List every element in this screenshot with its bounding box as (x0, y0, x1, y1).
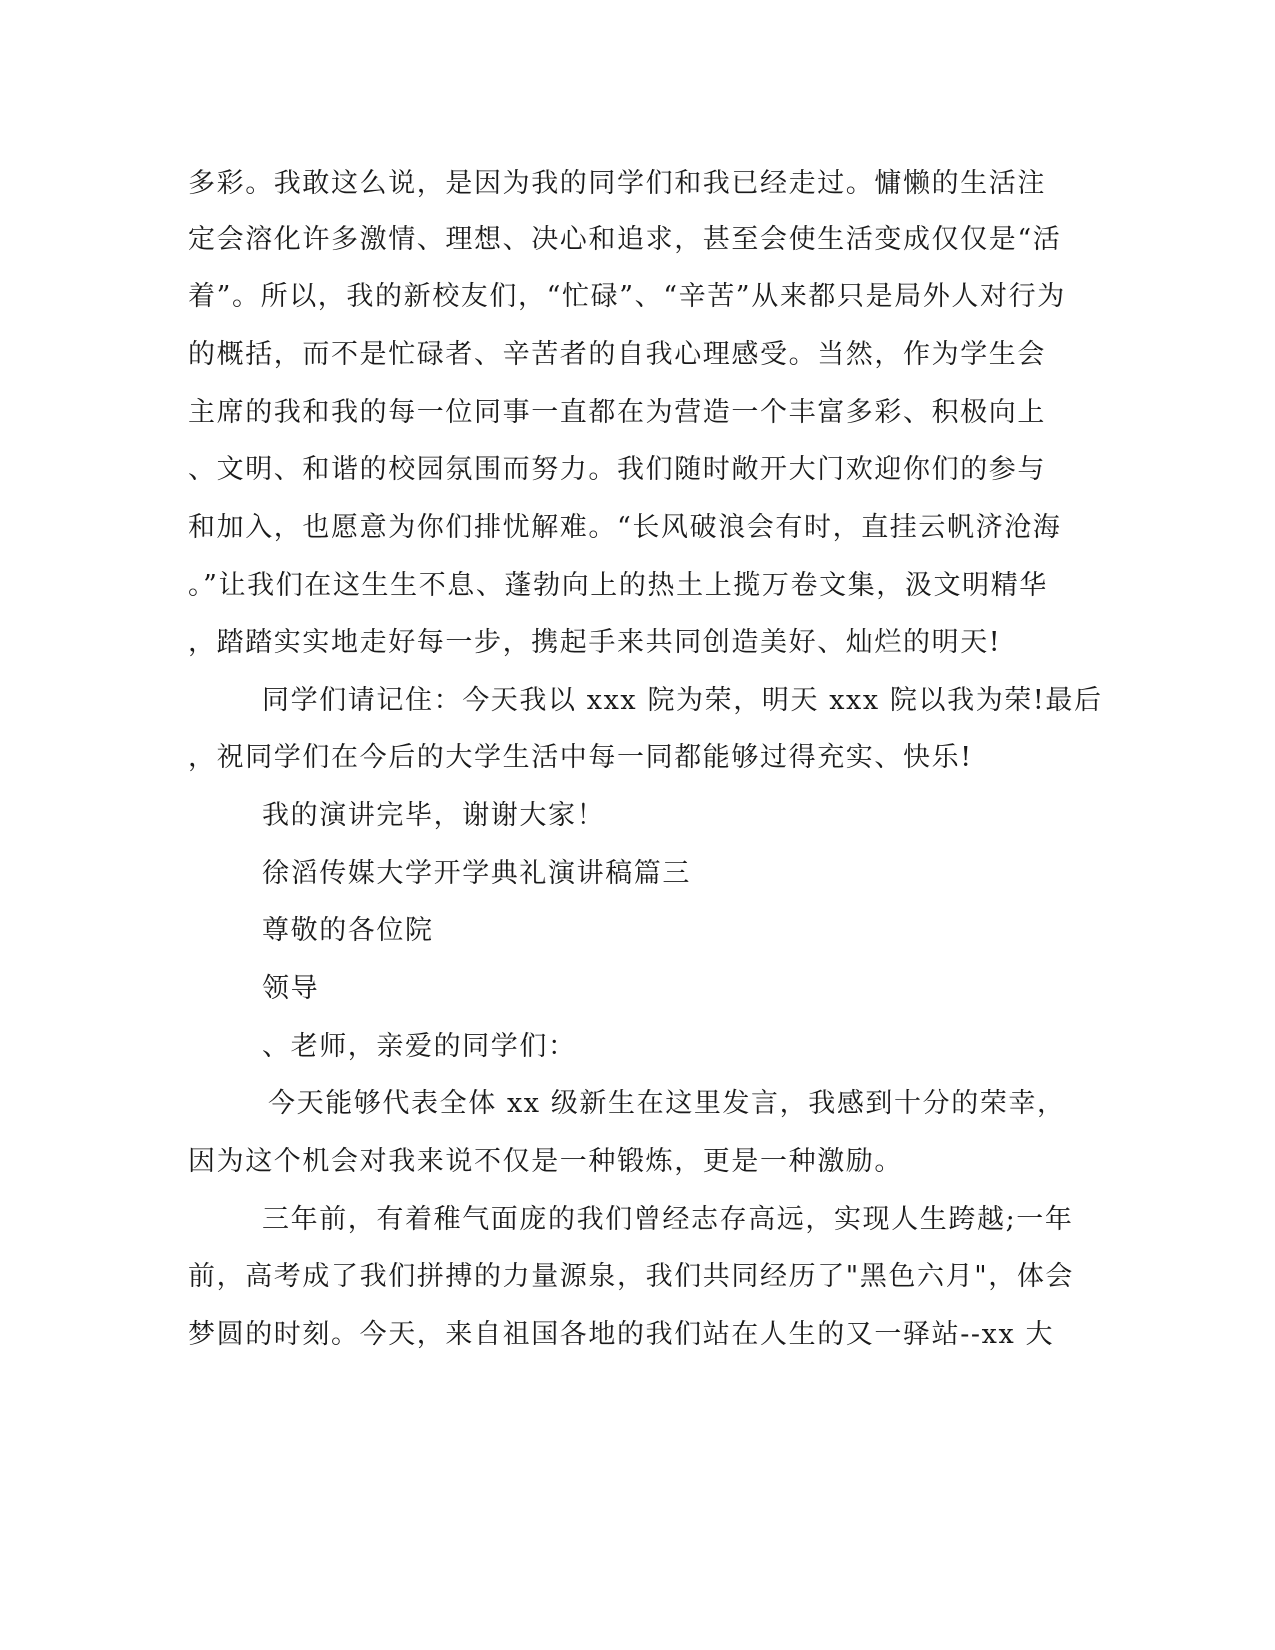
text-line: 和加入，也愿意为你们排忧解难。“长风破浪会有时，直挂云帆济沧海 (188, 512, 1062, 543)
text-line: 同学们请记住：今天我以 xxx 院为荣，明天 xxx 院以我为荣!最后 (262, 685, 1103, 716)
text-line: 因为这个机会对我来说不仅是一种锻炼，更是一种激励。 (188, 1146, 903, 1177)
text-line: 定会溶化许多激情、理想、决心和追求，甚至会使生活变成仅仅是“活 (188, 224, 1062, 255)
text-line: 我的演讲完毕，谢谢大家！ (262, 800, 606, 831)
text-line: 、文明、和谐的校园氛围而努力。我们随时敞开大门欢迎你们的参与 (188, 454, 1046, 485)
text-line: ，踏踏实实地走好每一步，携起手来共同创造美好、灿烂的明天! (188, 627, 1002, 658)
text-line: 着”。所以，我的新校友们，“忙碌”、“辛苦”从来都只是局外人对行为 (188, 281, 1066, 312)
text-line: 今天能够代表全体 xx 级新生在这里发言，我感到十分的荣幸， (268, 1088, 1066, 1119)
text-line: 梦圆的时刻。今天，来自祖国各地的我们站在人生的又一驿站--xx 大 (188, 1319, 1055, 1350)
text-line: 三年前，有着稚气面庞的我们曾经志存高远，实现人生跨越;一年 (262, 1204, 1074, 1235)
salutation-line: 尊敬的各位院 (262, 915, 434, 946)
text-line: 主席的我和我的每一位同事一直都在为营造一个丰富多彩、积极向上 (188, 397, 1046, 428)
section-heading: 徐滔传媒大学开学典礼演讲稿篇三 (262, 858, 691, 889)
salutation-line: 领导 (262, 973, 320, 1004)
text-line: 的概括，而不是忙碌者、辛苦者的自我心理感受。当然，作为学生会 (188, 339, 1046, 370)
text-line: 。”让我们在这生生不息、蓬勃向上的热土上揽万卷文集，汲文明精华 (188, 570, 1048, 601)
salutation-line: 、老师，亲爱的同学们： (262, 1031, 577, 1062)
text-line: 多彩。我敢这么说，是因为我的同学们和我已经走过。慵懒的生活注 (188, 168, 1046, 199)
text-line: 前，高考成了我们拼搏的力量源泉，我们共同经历了"黑色六月"，体会 (188, 1261, 1075, 1292)
text-line: ，祝同学们在今后的大学生活中每一同都能够过得充实、快乐! (188, 742, 973, 773)
